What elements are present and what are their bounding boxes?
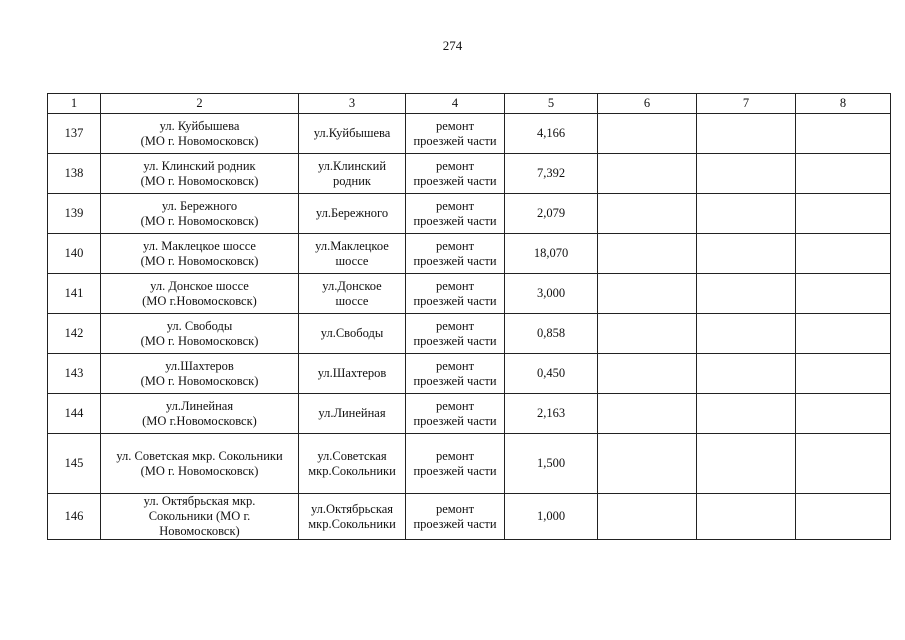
work-type-line: ремонт <box>435 358 475 373</box>
street-line: ул.Клинский <box>317 158 387 173</box>
object-name-line: (МО г. Новомосковск) <box>140 173 259 188</box>
column-8-cell <box>796 314 891 354</box>
street-cell <box>299 494 406 540</box>
object-name-line: (МО г. Новомосковск) <box>140 333 259 348</box>
road-repair-table <box>47 93 891 540</box>
row-number: 143 <box>48 354 101 394</box>
street-cell <box>299 354 406 394</box>
street-line: ул.Советская <box>317 448 387 463</box>
street-cell <box>299 234 406 274</box>
work-type-line: ремонт <box>435 198 475 213</box>
table-row <box>48 314 891 354</box>
column-8-cell <box>796 234 891 274</box>
object-name-line: ул. Советская мкр. Сокольники <box>116 448 283 463</box>
street-line: ул.Октябрьская <box>310 501 394 516</box>
row-number: 139 <box>48 194 101 234</box>
work-type-cell <box>406 234 505 274</box>
object-name-line: (МО г. Новомосковск) <box>140 133 259 148</box>
column-6-cell <box>598 354 697 394</box>
column-header: 6 <box>598 94 697 114</box>
street-line: ул.Маклецкое <box>315 238 389 253</box>
column-7-cell <box>697 234 796 274</box>
length-cell: 18,070 <box>505 234 598 274</box>
work-type-line: ремонт <box>435 398 475 413</box>
row-number: 140 <box>48 234 101 274</box>
length-cell: 4,166 <box>505 114 598 154</box>
object-name-cell <box>101 314 299 354</box>
length-cell: 0,450 <box>505 354 598 394</box>
column-header: 5 <box>505 94 598 114</box>
column-8-cell <box>796 494 891 540</box>
work-type-line: проезжей части <box>413 253 497 268</box>
length-cell: 2,079 <box>505 194 598 234</box>
work-type-line: проезжей части <box>413 516 497 531</box>
object-name-cell <box>101 114 299 154</box>
object-name-line: (МО г.Новомосковск) <box>142 413 257 428</box>
column-7-cell <box>697 194 796 234</box>
length-cell: 1,500 <box>505 434 598 494</box>
object-name-line: ул. Свободы <box>166 318 233 333</box>
column-7-cell <box>697 354 796 394</box>
work-type-line: проезжей части <box>413 463 497 478</box>
street-cell <box>299 314 406 354</box>
street-cell <box>299 274 406 314</box>
column-6-cell <box>598 154 697 194</box>
column-6-cell <box>598 314 697 354</box>
street-line: мкр.Сокольники <box>308 463 396 478</box>
work-type-cell <box>406 194 505 234</box>
work-type-line: ремонт <box>435 501 475 516</box>
column-7-cell <box>697 314 796 354</box>
column-7-cell <box>697 154 796 194</box>
work-type-cell <box>406 494 505 540</box>
column-8-cell <box>796 434 891 494</box>
object-name-cell <box>101 434 299 494</box>
table-row <box>48 274 891 314</box>
column-6-cell <box>598 434 697 494</box>
work-type-line: проезжей части <box>413 373 497 388</box>
column-header: 2 <box>101 94 299 114</box>
street-line: мкр.Сокольники <box>308 516 396 531</box>
object-name-line: ул. Октябрьская мкр. <box>143 494 256 508</box>
object-name-cell <box>101 274 299 314</box>
street-cell <box>299 194 406 234</box>
work-type-cell <box>406 394 505 434</box>
work-type-line: проезжей части <box>413 293 497 308</box>
table-header-row <box>48 94 891 114</box>
object-name-line: ул.Линейная <box>165 398 234 413</box>
street-line: ул.Шахтеров <box>317 366 387 380</box>
column-8-cell <box>796 394 891 434</box>
street-line: ул.Свободы <box>320 326 384 340</box>
column-8-cell <box>796 354 891 394</box>
column-7-cell <box>697 114 796 154</box>
page-number: 274 <box>442 38 463 53</box>
work-type-line: проезжей части <box>413 173 497 188</box>
object-name-cell <box>101 194 299 234</box>
object-name-line: ул. Маклецкое шоссе <box>143 238 256 253</box>
column-8-cell <box>796 114 891 154</box>
column-header: 3 <box>299 94 406 114</box>
column-6-cell <box>598 234 697 274</box>
row-number: 146 <box>48 494 101 540</box>
object-name-line: (МО г. Новомосковск) <box>140 253 259 268</box>
street-cell <box>299 154 406 194</box>
object-name-line: (МО г. Новомосковск) <box>140 373 259 388</box>
work-type-line: проезжей части <box>413 213 497 228</box>
street-line: шоссе <box>335 293 369 308</box>
work-type-cell <box>406 354 505 394</box>
column-7-cell <box>697 434 796 494</box>
work-type-cell <box>406 314 505 354</box>
column-6-cell <box>598 274 697 314</box>
object-name-cell <box>101 494 299 540</box>
row-number: 141 <box>48 274 101 314</box>
work-type-line: ремонт <box>435 318 475 333</box>
column-6-cell <box>598 494 697 540</box>
object-name-cell <box>101 154 299 194</box>
street-cell <box>299 394 406 434</box>
row-number: 137 <box>48 114 101 154</box>
column-header: 8 <box>796 94 891 114</box>
object-name-line: ул. Клинский родник <box>143 158 256 173</box>
work-type-line: проезжей части <box>413 133 497 148</box>
table-row <box>48 194 891 234</box>
work-type-cell <box>406 274 505 314</box>
work-type-line: ремонт <box>435 118 475 133</box>
table-row <box>48 394 891 434</box>
street-line: родник <box>333 173 371 188</box>
work-type-line: проезжей части <box>413 333 497 348</box>
column-header: 1 <box>48 94 101 114</box>
street-line: ул.Бережного <box>315 206 389 220</box>
object-name-cell <box>101 354 299 394</box>
work-type-line: проезжей части <box>413 413 497 428</box>
object-name-line: (МО г.Новомосковск) <box>142 293 257 308</box>
work-type-line: ремонт <box>435 238 475 253</box>
work-type-cell <box>406 434 505 494</box>
object-name-cell <box>101 234 299 274</box>
object-name-line: ул. Донское шоссе <box>150 278 249 293</box>
row-number: 138 <box>48 154 101 194</box>
street-line: ул.Донское <box>322 278 382 293</box>
column-header: 7 <box>697 94 796 114</box>
table-row <box>48 154 891 194</box>
length-cell: 0,858 <box>505 314 598 354</box>
table-row <box>48 354 891 394</box>
street-cell <box>299 434 406 494</box>
object-name-line: ул. Куйбышева <box>159 118 240 133</box>
object-name-line: Сокольники (МО г. <box>148 509 251 523</box>
column-6-cell <box>598 114 697 154</box>
column-7-cell <box>697 394 796 434</box>
table-row <box>48 494 891 540</box>
column-8-cell <box>796 274 891 314</box>
work-type-line: ремонт <box>435 448 475 463</box>
object-name-line: ул. Бережного <box>161 198 238 213</box>
street-line: шоссе <box>335 253 369 268</box>
object-name-line: ул.Шахтеров <box>165 358 234 373</box>
length-cell: 2,163 <box>505 394 598 434</box>
column-7-cell <box>697 274 796 314</box>
column-header: 4 <box>406 94 505 114</box>
row-number: 142 <box>48 314 101 354</box>
object-name-line: (МО г. Новомосковск) <box>140 213 259 228</box>
table-row <box>48 114 891 154</box>
column-8-cell <box>796 154 891 194</box>
table-row <box>48 434 891 494</box>
work-type-line: ремонт <box>435 278 475 293</box>
column-6-cell <box>598 394 697 434</box>
length-cell: 7,392 <box>505 154 598 194</box>
work-type-cell <box>406 154 505 194</box>
row-number: 145 <box>48 434 101 494</box>
street-line: ул.Куйбышева <box>313 126 391 140</box>
work-type-line: ремонт <box>435 158 475 173</box>
row-number: 144 <box>48 394 101 434</box>
street-line: ул.Линейная <box>318 406 386 420</box>
object-name-line: (МО г. Новомосковск) <box>140 463 259 478</box>
length-cell: 1,000 <box>505 494 598 540</box>
column-6-cell <box>598 194 697 234</box>
work-type-cell <box>406 114 505 154</box>
column-8-cell <box>796 194 891 234</box>
table-row <box>48 234 891 274</box>
object-name-line: Новомосковск) <box>159 524 240 538</box>
length-cell: 3,000 <box>505 274 598 314</box>
street-cell <box>299 114 406 154</box>
object-name-cell <box>101 394 299 434</box>
column-7-cell <box>697 494 796 540</box>
